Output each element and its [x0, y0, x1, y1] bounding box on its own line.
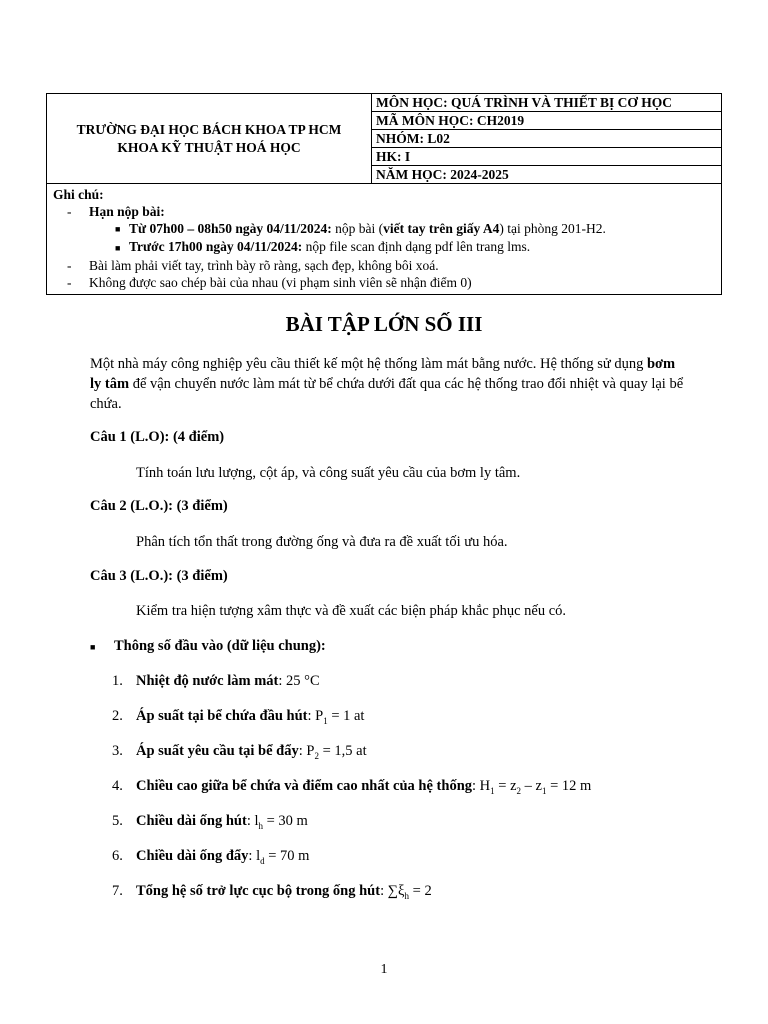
list-item: 7. Tổng hệ số trở lực cục bộ trong ống hút: $\sum\xi_h = 2$ — [112, 883, 432, 901]
deadline-item-2: ■ Trước 17h00 ngày 04/11/2024: nộp file scan định dạng pdf lên trang lms. — [53, 238, 715, 256]
notes-title: Ghi chú: — [53, 187, 104, 202]
question-1-text: Tính toán lưu lượng, cột áp, và công suất yêu cầu của bơm ly tâm. — [136, 465, 521, 481]
faculty-name: KHOA KỸ THUẬT HOÁ HỌC — [117, 139, 301, 155]
note-no-copy: - Không được sao chép bài của nhau (vi phạm sinh viên sẽ nhận điểm 0) — [67, 274, 472, 290]
course-name: MÔN HỌC: QUÁ TRÌNH VÀ THIẾT BỊ CƠ HỌC — [372, 94, 722, 112]
question-3-text: Kiểm tra hiện tượng xâm thực và đề xuất các biện pháp khắc phục nếu có. — [136, 603, 567, 619]
question-2-text: Phân tích tổn thất trong đường ống và đưa ra đề xuất tối ưu hóa. — [136, 534, 508, 550]
square-bullet-icon: ■ — [115, 242, 121, 253]
question-1-label: Câu 1 (L.O): (4 điểm) — [90, 429, 225, 445]
institution-cell — [47, 94, 372, 184]
question-3-label: Câu 3 (L.O.): (3 điểm) — [90, 568, 228, 584]
school-name: TRƯỜNG ĐẠI HỌC BÁCH KHOA TP HCM — [76, 121, 342, 137]
page-number: 1 — [380, 962, 388, 977]
school-year: NĂM HỌC: 2024-2025 — [372, 166, 722, 184]
deadline-line: - Hạn nộp bài: — [67, 204, 165, 219]
deadline-item-1: ■ Từ 07h00 – 08h50 ngày 04/11/2024: nộp bài (viết tay trên giấy A4) tại phòng 201-H2. — [53, 220, 715, 238]
group: NHÓM: L02 — [372, 130, 722, 148]
notes-cell — [47, 184, 722, 295]
square-bullet-icon: ■ — [115, 224, 121, 235]
course-code: MÃ MÔN HỌC: CH2019 — [372, 112, 722, 130]
intro-paragraph: Một nhà máy công nghiệp yêu cầu thiết kế một hệ thống làm mát bằng nước. Hệ thống sử dụng bơm ly tâm để vận chuyển nước làm mát từ bể chứa dưới đất qua các hệ thống trao đổi nhiệt và quay lại bể chứa. — [90, 356, 684, 412]
semester: HK: I — [372, 148, 722, 166]
list-item: 1. Nhiệt độ nước làm mát: 25 °C — [112, 673, 320, 689]
list-item: 2. Áp suất tại bể chứa đầu hút: $P_1 = 1$ at — [112, 708, 365, 726]
header-table — [46, 93, 722, 295]
assignment-title: BÀI TẬP LỚN SỐ III — [285, 312, 483, 336]
list-item: 3. Áp suất yêu cầu tại bể đẩy: $P_2 = 1,5$ at — [112, 743, 367, 761]
inputs-heading: ■ Thông số đầu vào (dữ liệu chung): — [90, 638, 326, 654]
square-bullet-icon: ■ — [90, 641, 96, 652]
list-item: 4. Chiều cao giữa bể chứa và điểm cao nhất của hệ thống: $H_1 = z_2 - z_1 = 12$ m — [112, 778, 592, 796]
deadline-label: Hạn nộp bài: — [89, 204, 165, 219]
list-item: 6. Chiều dài ống đẩy: $l_d = 70$ m — [112, 848, 310, 866]
question-2-label: Câu 2 (L.O.): (3 điểm) — [90, 498, 228, 514]
note-handwritten: - Bài làm phải viết tay, trình bày rõ ràng, sạch đẹp, không bôi xoá. — [67, 257, 439, 273]
list-item: 5. Chiều dài ống hút: $l_h = 30$ m — [112, 813, 308, 831]
